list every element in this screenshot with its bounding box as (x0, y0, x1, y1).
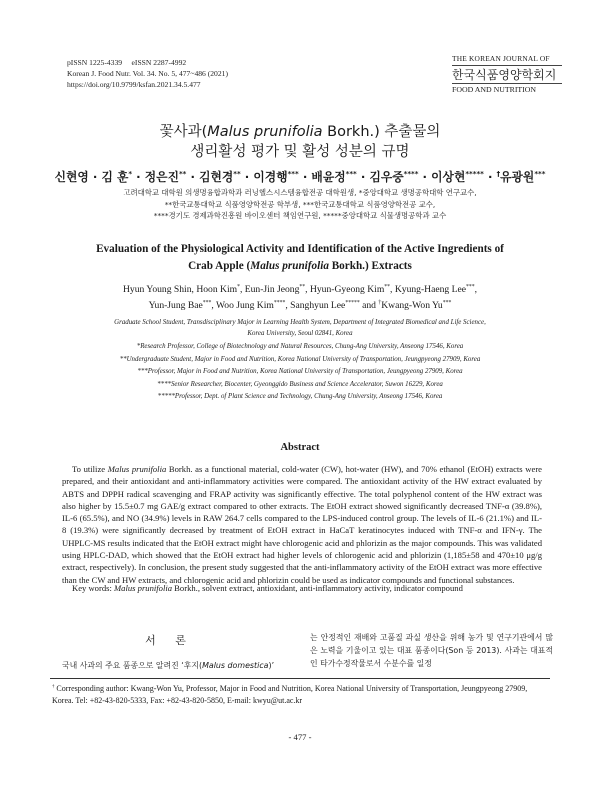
authors-ko (0, 168, 600, 185)
journal-name-en-bottom: FOOD AND NUTRITION (452, 83, 562, 94)
affiliation-mark: * (128, 169, 133, 179)
title-en (60, 241, 540, 274)
affiliation-mark: ** (299, 283, 306, 290)
affiliation-en-line: *Research Professor, College of Biotechnology and Natural Resources, Chung-Ang University, Anseong 17546, Korea (136, 343, 464, 350)
author-name: Hyun-Gyeong Kim (309, 284, 385, 295)
title-en-line1: Evaluation of the Physiological Activity and Identification of the Active Ingredients of (96, 243, 504, 255)
author (101, 170, 132, 184)
abstract-body (62, 463, 542, 586)
author-name: 김 훈 (101, 170, 129, 184)
intro-text: )’ (268, 661, 275, 670)
affiliation-en-line: *****Professor, Dept. of Plant Science and Technology, Chung-Ang University, Anseong 17546, Korea (157, 393, 443, 400)
author (199, 170, 241, 184)
author-name: Woo Jung Kim (216, 300, 274, 311)
affiliation-mark: *** (442, 299, 452, 306)
author-name: 배윤정 (311, 170, 346, 184)
author (497, 170, 546, 184)
author-separator: , (285, 300, 291, 311)
author-separator: and (359, 300, 379, 311)
author-separator: , (191, 284, 197, 295)
author-separator: · (356, 170, 370, 184)
affiliation-mark: *** (534, 169, 546, 179)
corresponding-author-footnote (52, 683, 550, 707)
author (149, 300, 212, 311)
authors-en (60, 282, 540, 313)
authors-en-line2 (60, 298, 540, 313)
affiliation-mark: ***** (465, 169, 484, 179)
journal-name-en-top: THE KOREAN JOURNAL OF (452, 54, 562, 66)
intro-left-column (62, 660, 302, 673)
affiliations-en (50, 318, 550, 403)
affiliation-mark: **** (403, 169, 419, 179)
author-name: Kwang-Won Yu (381, 300, 443, 311)
author-separator: · (132, 170, 145, 184)
author (123, 284, 192, 295)
authors-en-line1 (60, 282, 540, 297)
abstract-species: Malus prunifolia (107, 464, 167, 474)
doi-link[interactable]: https://doi.org/10.9799/ksfan.2021.34.5.477 (67, 80, 201, 89)
intro-heading: 서 론 (145, 634, 194, 647)
author-name: 신현영 (54, 170, 89, 184)
corresponding-mark: † (496, 169, 501, 179)
affiliation-mark: ** (384, 283, 391, 290)
journal-logo (452, 54, 562, 94)
author (55, 170, 89, 184)
corresponding-mark: † (378, 299, 382, 306)
affiliations-ko (0, 187, 600, 222)
footnote-rule (50, 678, 550, 679)
author-separator: · (298, 170, 312, 184)
author-separator: · (483, 170, 497, 184)
affiliation-en-line: **Undergraduate Student, Major in Food and Nutrition, Korea National University of Transportation, Jeungpyeong 27909, Korea (119, 355, 481, 363)
affiliation-en-line: Graduate School Student, Transdisciplinary Major in Learning Health System, Department of Integrated Biomedical and Life Science, (114, 319, 486, 326)
author-name: Eun-Jin Jeong (244, 284, 300, 295)
author-name: Kyung-Haeng Lee (394, 284, 466, 295)
affiliation-en-line: Korea University, Seoul 02841, Korea (247, 329, 353, 337)
author (196, 284, 240, 295)
author-separator: · (186, 170, 200, 184)
affiliation-mark: * (237, 283, 240, 290)
abstract-heading: Abstract (280, 442, 320, 453)
affiliation-mark: *** (287, 169, 299, 179)
affiliation-mark: *** (345, 169, 357, 179)
page-number: - 477 - (288, 732, 312, 742)
abstract-text: To utilize (72, 464, 108, 474)
author-separator: · (88, 170, 102, 184)
author (245, 284, 305, 295)
author (369, 170, 418, 184)
keywords-list: Borkh., solvent extract, antioxidant, anti-inflammatory activity, indicator compound (172, 583, 463, 593)
author-separator: · (418, 170, 432, 184)
author-separator: , (390, 284, 395, 295)
author-name: 정은진 (144, 170, 179, 184)
affiliation-mark: *** (202, 299, 212, 306)
author-separator: · (240, 170, 254, 184)
keywords-species: Malus prunifolia (114, 583, 173, 593)
intro-species: Malus domestica (202, 661, 269, 670)
title-en-suffix: Borkh.) Extracts (328, 259, 412, 272)
affiliation-mark: *** (465, 283, 475, 290)
author-name: Hyun Young Shin (123, 284, 192, 295)
affiliation-mark: ** (178, 169, 187, 179)
title-en-line2 (60, 258, 540, 275)
author-name: 유광원 (500, 170, 535, 184)
author (311, 170, 356, 184)
intro-right-column: 는 안정적인 재배와 고품질 과실 생산을 위해 농가 및 연구기관에서 많은 노력을 기울이고 있는 대표 품종이다(Son 등 2013). 사과는 대표적인 타가수정작물로서 수분수를 일정 (310, 633, 553, 668)
author-name: Sanghyun Lee (290, 300, 346, 311)
title-ko-line1 (0, 122, 600, 142)
author-name: Yun-Jung Bae (148, 300, 203, 311)
author-name: 김현경 (199, 170, 234, 184)
affiliation-ko-line: ****경기도 경제과학진흥원 바이오센터 책임연구원, *****중앙대학교 식물생명공학과 교수 (153, 211, 447, 220)
intro-text: 국내 사과의 주요 품종으로 알려진 ‘후지( (62, 661, 203, 670)
title-ko (0, 122, 600, 162)
author (145, 170, 187, 184)
title-ko-line2: 생리활성 평가 및 활성 성분의 규명 (190, 144, 410, 160)
footnote-text: Corresponding author: Kwang-Won Yu, Professor, Major in Food and Nutrition, Korea National University of Transportation, Jeungpyeong 27909, Korea. Tel: +82-43-820-5333, Fax: +82-43-820-5850, E-mail: kwyu@ut.ac.kr (52, 684, 528, 705)
title-en-species: Malus prunifolia (250, 259, 329, 272)
affiliation-mark: **** (273, 299, 286, 306)
affiliation-ko-line: **한국교통대학교 식품영양학전공 학부생, ***한국교통대학교 식품영양학전공 교수, (164, 199, 436, 209)
keywords (62, 582, 542, 594)
title-en-prefix: Crab Apple ( (188, 259, 251, 272)
journal-name-ko: 한국식품영양학회지 (452, 68, 557, 82)
affiliation-mark: ** (233, 169, 241, 179)
issn-line: pISSN 1225-4339 eISSN 2287-4992 (67, 58, 187, 67)
keywords-label: Key words: (72, 583, 115, 593)
author (310, 284, 390, 295)
author-separator: , (211, 300, 216, 311)
citation-line: Korean J. Food Nutr. Vol. 34. No. 5, 477~486 (2021) (67, 69, 228, 78)
affiliation-ko-line: 고려대학교 대학원 의생명융합과학과 러닝헬스시스템융합전공 대학원생, *중앙대학교 생명공학대학 연구교수, (123, 188, 477, 197)
author-name: 이경행 (253, 170, 288, 184)
author (395, 284, 475, 295)
title-ko-species: Malus prunifolia (207, 124, 323, 140)
affiliation-en-line: ****Senior Researcher, Biocenter, Gyeonggido Business and Science Accelerator, Suwon 16229, Korea (157, 380, 443, 388)
author (431, 170, 484, 184)
author (216, 300, 285, 311)
author (378, 300, 451, 311)
title-ko-suffix: Borkh.) 추출물의 (322, 124, 441, 140)
author-separator: , (239, 284, 245, 295)
affiliation-en-line: ***Professor, Major in Food and Nutrition, Korea National University of Transportation, Jeungpyeong 27909, Korea (137, 368, 463, 375)
author-separator: , (305, 284, 310, 295)
author-separator: , (474, 284, 477, 295)
author-name: 김우중 (369, 170, 404, 184)
citation-block (67, 57, 228, 90)
affiliation-mark: ***** (345, 299, 360, 306)
title-ko-prefix: 꽃사과( (159, 124, 208, 140)
author (290, 300, 360, 311)
author (253, 170, 298, 184)
author-name: Hoon Kim (196, 284, 238, 295)
dagger-mark: † (52, 684, 55, 690)
abstract-text: Borkh. as a functional material, cold-water (CW), hot-water (HW), and 70% ethanol (EtOH) extracts were prepared, and their antioxidant and anti-inflammatory activities were compared. The antioxidant activity of the HW extract evaluated by ABTS and DPPH radical scavenging and FRAP activity was significantly effective. The total polyphenol content of the HW extract was also higher by 15.5±0.7 mg GAE/g extract compared to other extracts. The EtOH extract showed significantly decreased TNF-α (39.8%), IL-6 (65.5%), and NO (34.9%) levels in RAW 264.7 cells compared to the LPS-induced control group. The levels of IL-6 (21.1%) and IL-8 (19.3%) were significantly decreased by treatment of EtOH extract in HaCaT keratinocytes induced with TNF-α and IFN-γ. The UHPLC-MS results indicated that the EtOH extract might have chlorogenic acid and phlorizin as the major compounds. This was validated using HPLC-DAD, which showed that the EtOH extract had higher levels of chlorogenic acid and phlorizin (1,185±58 and 470±10 μg/g extract, respectively). In conclusion, the present study suggested that the anti-inflammatory activity of the EtOH extract was more effective than the CW and HW extracts, and chlorogenic acid and phlorizin could be used as indicator compounds and functional substances. (62, 464, 542, 585)
author-name: 이상현 (431, 170, 466, 184)
